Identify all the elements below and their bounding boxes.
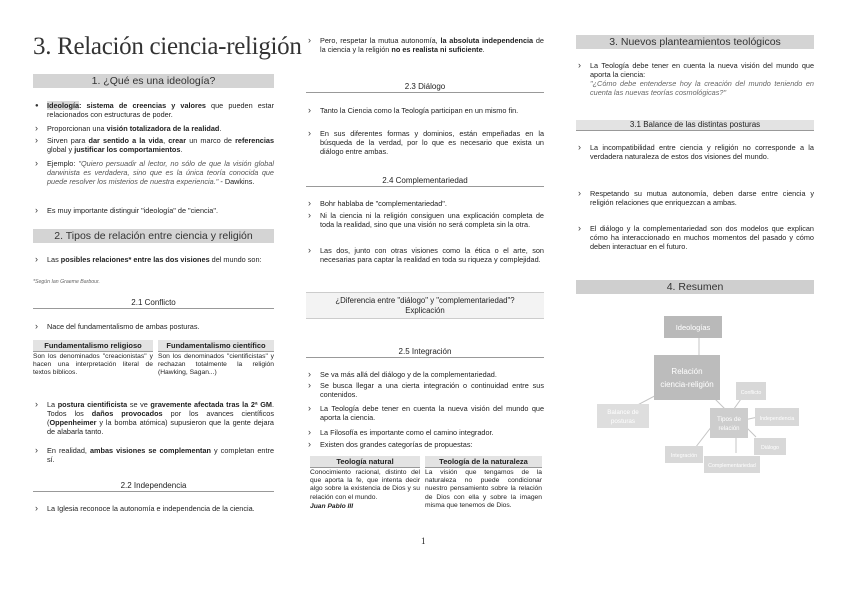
bullet-fundamentalismo: › Nace del fundamentalismo de ambas posturas. <box>33 323 274 332</box>
diagram-label-balance-2: posturas <box>610 418 636 425</box>
diagram-label-tipos-1: Tipos de <box>717 416 741 423</box>
diagram-label-complementariedad: Complementariedad <box>708 463 756 469</box>
diagram-label-dialogo: Diálogo <box>761 445 779 451</box>
bullet-autonomia: › Respetando su mutua autonomía, deben darse entre ciencia y religión relaciones que enriquezcan a ambas. <box>576 190 814 208</box>
table-author: Juan Pablo III <box>310 502 354 510</box>
table-cell: La visión que tengamos de la naturaleza no puede condicionar nuestro pensamiento sobre la relación de Dios con ella y sobre la imagen misma que tenemos de Dios. <box>425 469 542 509</box>
bullet-ideologia: ● Ideología: sistema de creencias y valores que pueden estar relacionados con estructuras de poder. <box>33 102 274 120</box>
table-header: Fundamentalismo religioso <box>33 340 153 352</box>
question-box <box>306 292 544 319</box>
bullet-bohr: › Bohr hablaba de "complementariedad". <box>306 200 544 209</box>
section-3-1-header: 3.1 Balance de las distintas posturas <box>576 120 814 131</box>
footnote: *Según Ian Graeme Barbour. <box>33 279 100 285</box>
diagram-label-center-1: Relación <box>671 367 703 376</box>
bullet-fin: › Tanto la Ciencia como la Teología participan en un mismo fin. <box>306 107 544 116</box>
diagram-label-independencia: Independencia <box>759 416 795 422</box>
table-cell: Son los denominados "creacionistas" y hacen una interpretación literal de textos bíblicos. <box>33 353 153 377</box>
diagram-label-ideologias: Ideologías <box>675 323 711 332</box>
bullet-nueva-vision: › La Teología debe tener en cuenta la nueva visión del mundo que aporta la ciencia: "¿Cómo debe entenderse hoy la creación del mundo teniendo en cuenta las nuevas teorías cosmológicas?" <box>576 62 814 98</box>
bullet-teologia: › La Teología debe tener en cuenta la nueva visión del mundo que aporta la ciencia. <box>306 405 544 423</box>
bullet-incompatibilidad: › La incompatibilidad entre ciencia y religión no corresponde a la verdadera naturaleza de estos dos visiones del mundo. <box>576 144 814 162</box>
section-2-4-header: 2.4 Complementariedad <box>306 176 544 187</box>
bullet-explicacion: › Ni la ciencia ni la religión consiguen una explicación completa de toda la realidad, sino que una visión no será completa sin la otra. <box>306 212 544 230</box>
table-fundamentalismo-cientifico <box>158 340 274 378</box>
diagram-label-tipos-2: relación <box>718 426 740 432</box>
bullet-etica: › Las dos, junto con otras visiones como la ética o el arte, son necesarias para captar la realidad en toda su riqueza y complejidad. <box>306 247 544 265</box>
page-title: 3. Relación ciencia-religión <box>33 33 302 60</box>
diagram-label-integracion: Integración <box>670 453 698 459</box>
section-2-5-header: 2.5 Integración <box>306 347 544 358</box>
diagram-label-balance-1: Balance de <box>607 409 639 416</box>
bullet-postura: › La postura cientificista se ve gravemente afectada tras la 2ª GM. Todos los daños provocados por los avances científicos (Oppenheimer y la bomba atómica) supusieron que la gente dejara de alabarla tanto. <box>33 401 274 437</box>
table-header: Fundamentalismo científico <box>158 340 274 352</box>
bullet-pero: › Pero, respetar la mutua autonomía, la absoluta independencia de la ciencia y la religión no es realista ni suficiente. <box>306 37 544 55</box>
diagram-label-center-2: ciencia-religión <box>660 380 714 389</box>
bullet-categorias: › Existen dos grandes categorías de propuestas: <box>306 441 544 450</box>
table-cell: Son los denominados "cientificistas" y rechazan totalmente la religión (Hawking, Sagan...) <box>158 353 274 377</box>
table-cell: Conocimiento racional, distinto del que aporta la fe, que intenta decir algo sobre la existencia de Dios y su relación con el mundo. <box>310 469 420 501</box>
table-header: Teología de la naturaleza <box>425 456 542 468</box>
section-2-3-header: 2.3 Diálogo <box>306 82 544 93</box>
table-fundamentalismo-religioso <box>33 340 153 378</box>
table-teologia-naturaleza <box>425 456 542 510</box>
page-number: 1 <box>421 536 426 546</box>
table-teologia-natural <box>310 456 420 511</box>
bullet-filosofia: › La Filosofía es importante como el camino integrador. <box>306 429 544 438</box>
bullet-verdad: › En sus diferentes formas y dominios, están empeñadas en la búsqueda de la verdad, por lo que es necesario que exista un diálogo entre ambas. <box>306 130 544 157</box>
section-4-header: 4. Resumen <box>576 280 814 294</box>
section-2-2-header: 2.2 Independencia <box>33 481 274 492</box>
question-answer: Explicación <box>405 305 445 315</box>
bullet-vision: › Proporcionan una visión totalizadora de la realidad. <box>33 125 274 134</box>
diagram-node-center <box>654 355 720 400</box>
diagram-label-conflicto: Conflicto <box>740 390 762 396</box>
bullet-relaciones: › Las posibles relaciones* entre las dos visiones del mundo son: <box>33 256 274 265</box>
bullet-distinguir: › Es muy importante distinguir "ideología" de "ciencia". <box>33 207 274 216</box>
bullet-complementan: › En realidad, ambas visiones se complementan y completan entre sí. <box>33 447 274 465</box>
question-line: ¿Diferencia entre "diálogo" y "complementariedad"? <box>335 296 515 305</box>
bullet-modelos: › El diálogo y la complementariedad son dos modelos que explican cómo ha interaccionado en muchos momentos del pasado y cómo deben interactuar en el futuro. <box>576 225 814 252</box>
section-1-header: 1. ¿Qué es una ideología? <box>33 74 274 88</box>
table-header: Teología natural <box>310 456 420 468</box>
bullet-sentido: › Sirven para dar sentido a la vida, crear un marco de referencias global y justificar los comportamientos. <box>33 137 274 155</box>
bullet-iglesia: › La Iglesia reconoce la autonomía e independencia de la ciencia. <box>33 505 274 514</box>
section-2-header: 2. Tipos de relación entre ciencia y religión <box>33 229 274 243</box>
bullet-mas-alla: › Se va más allá del diálogo y de la complementariedad. <box>306 371 544 380</box>
summary-diagram <box>576 300 814 480</box>
section-3-header: 3. Nuevos planteamientos teológicos <box>576 35 814 49</box>
diagram-node-tipos <box>710 408 748 438</box>
bullet-ejemplo: › Ejemplo: "Quiero persuadir al lector, no sólo de que la visión global darwinista es verdadera, sino que es la única teoría conocida que puede resolver los misterios de nuestra experiencia." - Dawkins. <box>33 160 274 187</box>
bullet-integracion: › Se busca llegar a una cierta integración o continuidad entre sus contenidos. <box>306 382 544 400</box>
section-2-1-header: 2.1 Conflicto <box>33 298 274 309</box>
